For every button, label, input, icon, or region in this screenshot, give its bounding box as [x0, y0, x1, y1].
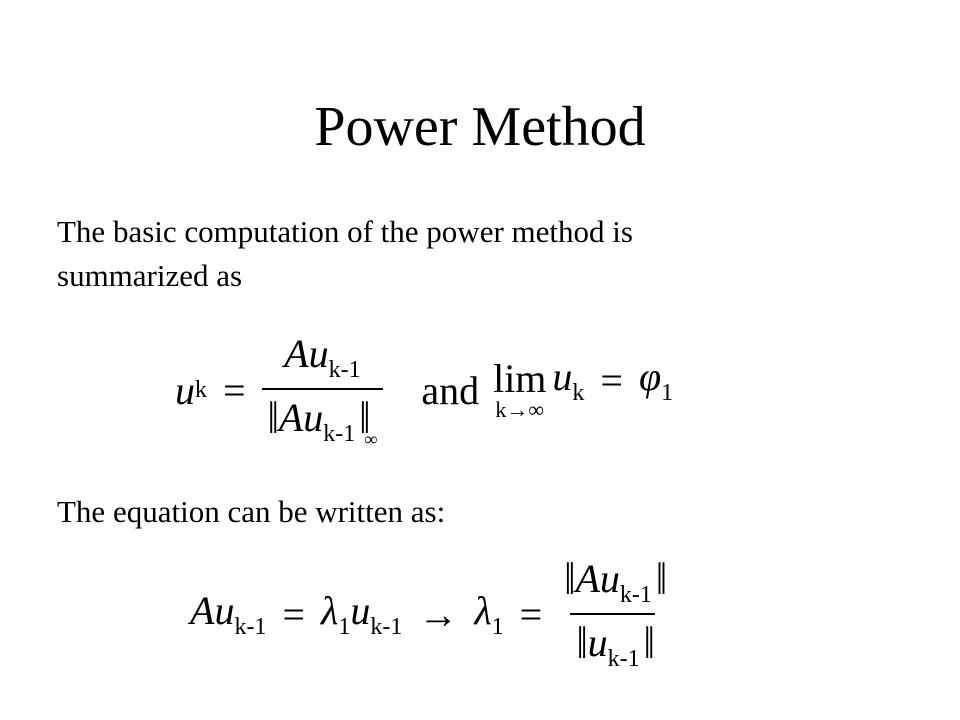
subscript: k-1	[607, 646, 640, 672]
numerator	[558, 552, 667, 613]
lambda-u-term	[321, 587, 402, 641]
u-symbol	[552, 353, 584, 407]
a-u-term	[190, 587, 266, 641]
lambda-symbol: λ	[321, 588, 339, 633]
lim-subscript: k→∞	[495, 397, 545, 422]
equals-sign: =	[519, 591, 543, 637]
u-symbol: u	[214, 588, 235, 633]
subscript: k-1	[323, 421, 356, 447]
u-symbol: u	[350, 588, 371, 633]
equation-eigenvalue	[190, 552, 667, 673]
norm-bar: ‖	[564, 552, 570, 605]
subscript: 1	[338, 614, 351, 640]
subscript: k-1	[328, 357, 361, 383]
norm-bar: ‖	[576, 616, 582, 669]
subscript: k-1	[234, 614, 267, 640]
subscript: 1	[661, 380, 674, 406]
u-letter: u	[552, 354, 573, 399]
subscript: k-1	[370, 614, 403, 640]
norm-bar: ‖	[267, 391, 273, 444]
phi-symbol	[639, 353, 673, 407]
u-symbol: u	[308, 331, 329, 376]
infinity-subscript: ∞	[364, 429, 378, 449]
subscript: k-1	[619, 582, 652, 608]
phi-letter: φ	[638, 354, 662, 399]
limit	[493, 356, 547, 422]
slide-title: Power Method	[314, 96, 646, 158]
u-symbol: u	[175, 367, 195, 413]
a-symbol: A	[284, 331, 309, 376]
and-word: and	[421, 367, 480, 413]
a-symbol: A	[190, 588, 215, 633]
norm-bar: ‖	[643, 616, 649, 669]
norm-bar: ‖	[359, 391, 365, 444]
subscript: 1	[491, 614, 504, 640]
lim-word: lim	[493, 356, 547, 401]
fraction	[558, 552, 667, 673]
lambda-symbol: λ	[474, 588, 492, 633]
equals-sign: =	[600, 357, 623, 403]
a-symbol: A	[278, 395, 304, 440]
denominator	[262, 388, 384, 450]
equals-sign: =	[223, 367, 246, 413]
u-symbol: u	[587, 620, 608, 665]
fraction	[262, 330, 384, 450]
arrow-icon: →	[418, 591, 459, 637]
equals-sign: =	[282, 591, 305, 637]
intro-paragraph: The basic computation of the power method is summarized as	[57, 214, 633, 293]
subscript: k	[195, 376, 207, 403]
equation-power-iteration	[175, 330, 673, 450]
u-symbol: u	[303, 395, 324, 440]
denominator	[570, 613, 654, 673]
equation-intro-paragraph: The equation can be written as:	[57, 494, 446, 529]
u-symbol: u	[599, 556, 620, 601]
subscript: k	[572, 380, 585, 406]
norm-bar: ‖	[655, 552, 662, 605]
numerator	[278, 330, 366, 388]
lambda-term	[474, 587, 503, 641]
a-symbol: A	[575, 556, 600, 601]
